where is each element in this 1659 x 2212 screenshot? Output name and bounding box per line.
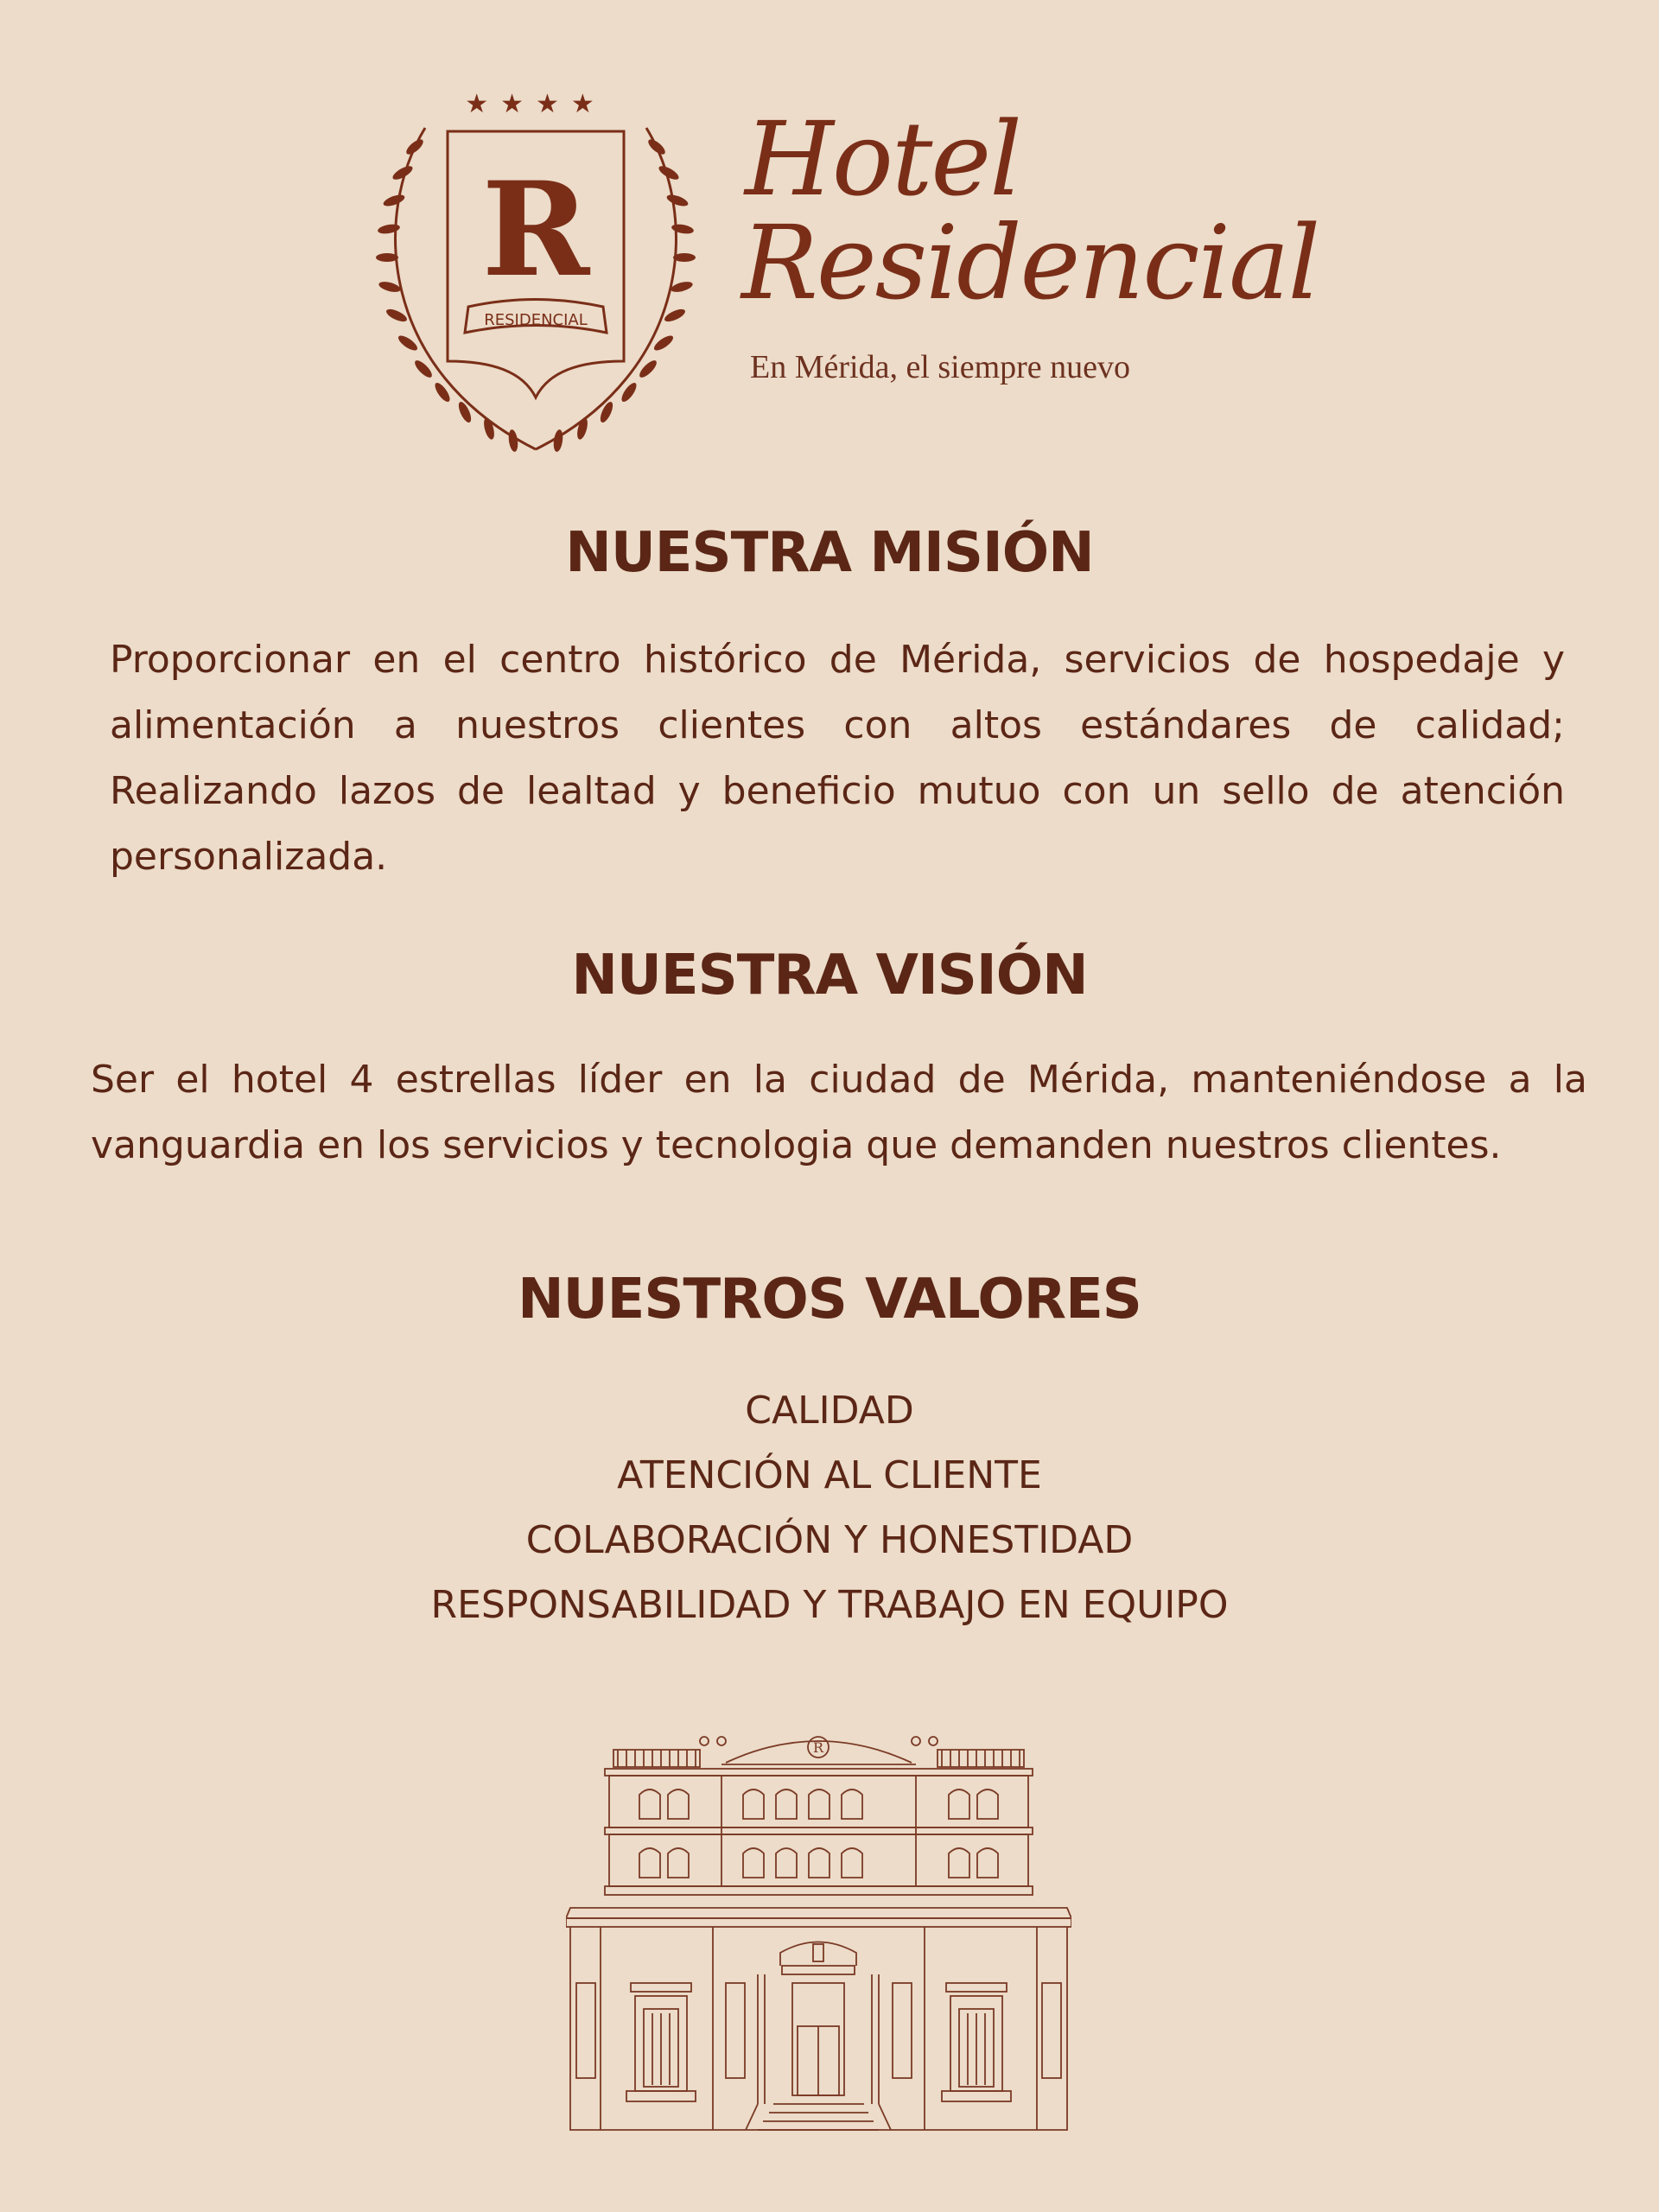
mission-text: Proporcionar en el centro histórico de Mérida, servicios de hospedaje y alimentación a nuestros clientes con altos estándares de calidad; Realizando lazos de lealtad y beneficio mutuo con un sello de atención personalizada. xyxy=(110,638,1565,879)
value-item: ATENCIÓN AL CLIENTE xyxy=(617,1453,1042,1497)
hotel-crest-icon xyxy=(372,86,700,458)
vision-heading: NUESTRA VISIÓN xyxy=(571,944,1088,1007)
hotel-building-illustration xyxy=(566,1724,1071,2139)
values-list xyxy=(0,1378,1659,1637)
crest-letter: R xyxy=(481,154,590,306)
hotel-wordmark xyxy=(741,99,1319,386)
upper-windows xyxy=(639,1789,998,1878)
hotel-name-line2: Residencial xyxy=(741,203,1319,322)
building-crest-letter: R xyxy=(812,1739,824,1756)
vision-text: Ser el hotel 4 estrellas líder en la ciudad de Mérida, manteniéndose a la vanguardia en los servicios y tecnologia que demanden nuestros clientes. xyxy=(91,1058,1587,1167)
value-item: COLABORACIÓN Y HONESTIDAD xyxy=(525,1518,1134,1562)
value-item: CALIDAD xyxy=(745,1389,914,1433)
value-item: RESPONSABILIDAD Y TRABAJO EN EQUIPO xyxy=(430,1583,1229,1627)
mission-heading: NUESTRA MISIÓN xyxy=(565,521,1094,585)
main-entrance xyxy=(746,1942,891,2131)
hotel-tagline: En Mérida, el siempre nuevo xyxy=(750,349,1131,385)
hotel-name-line1: Hotel xyxy=(745,99,1020,219)
crest-banner-text: RESIDENCIAL xyxy=(484,311,588,329)
crest-stars: ★★★★ xyxy=(465,89,607,119)
values-heading: NUESTROS VALORES xyxy=(518,1268,1141,1332)
